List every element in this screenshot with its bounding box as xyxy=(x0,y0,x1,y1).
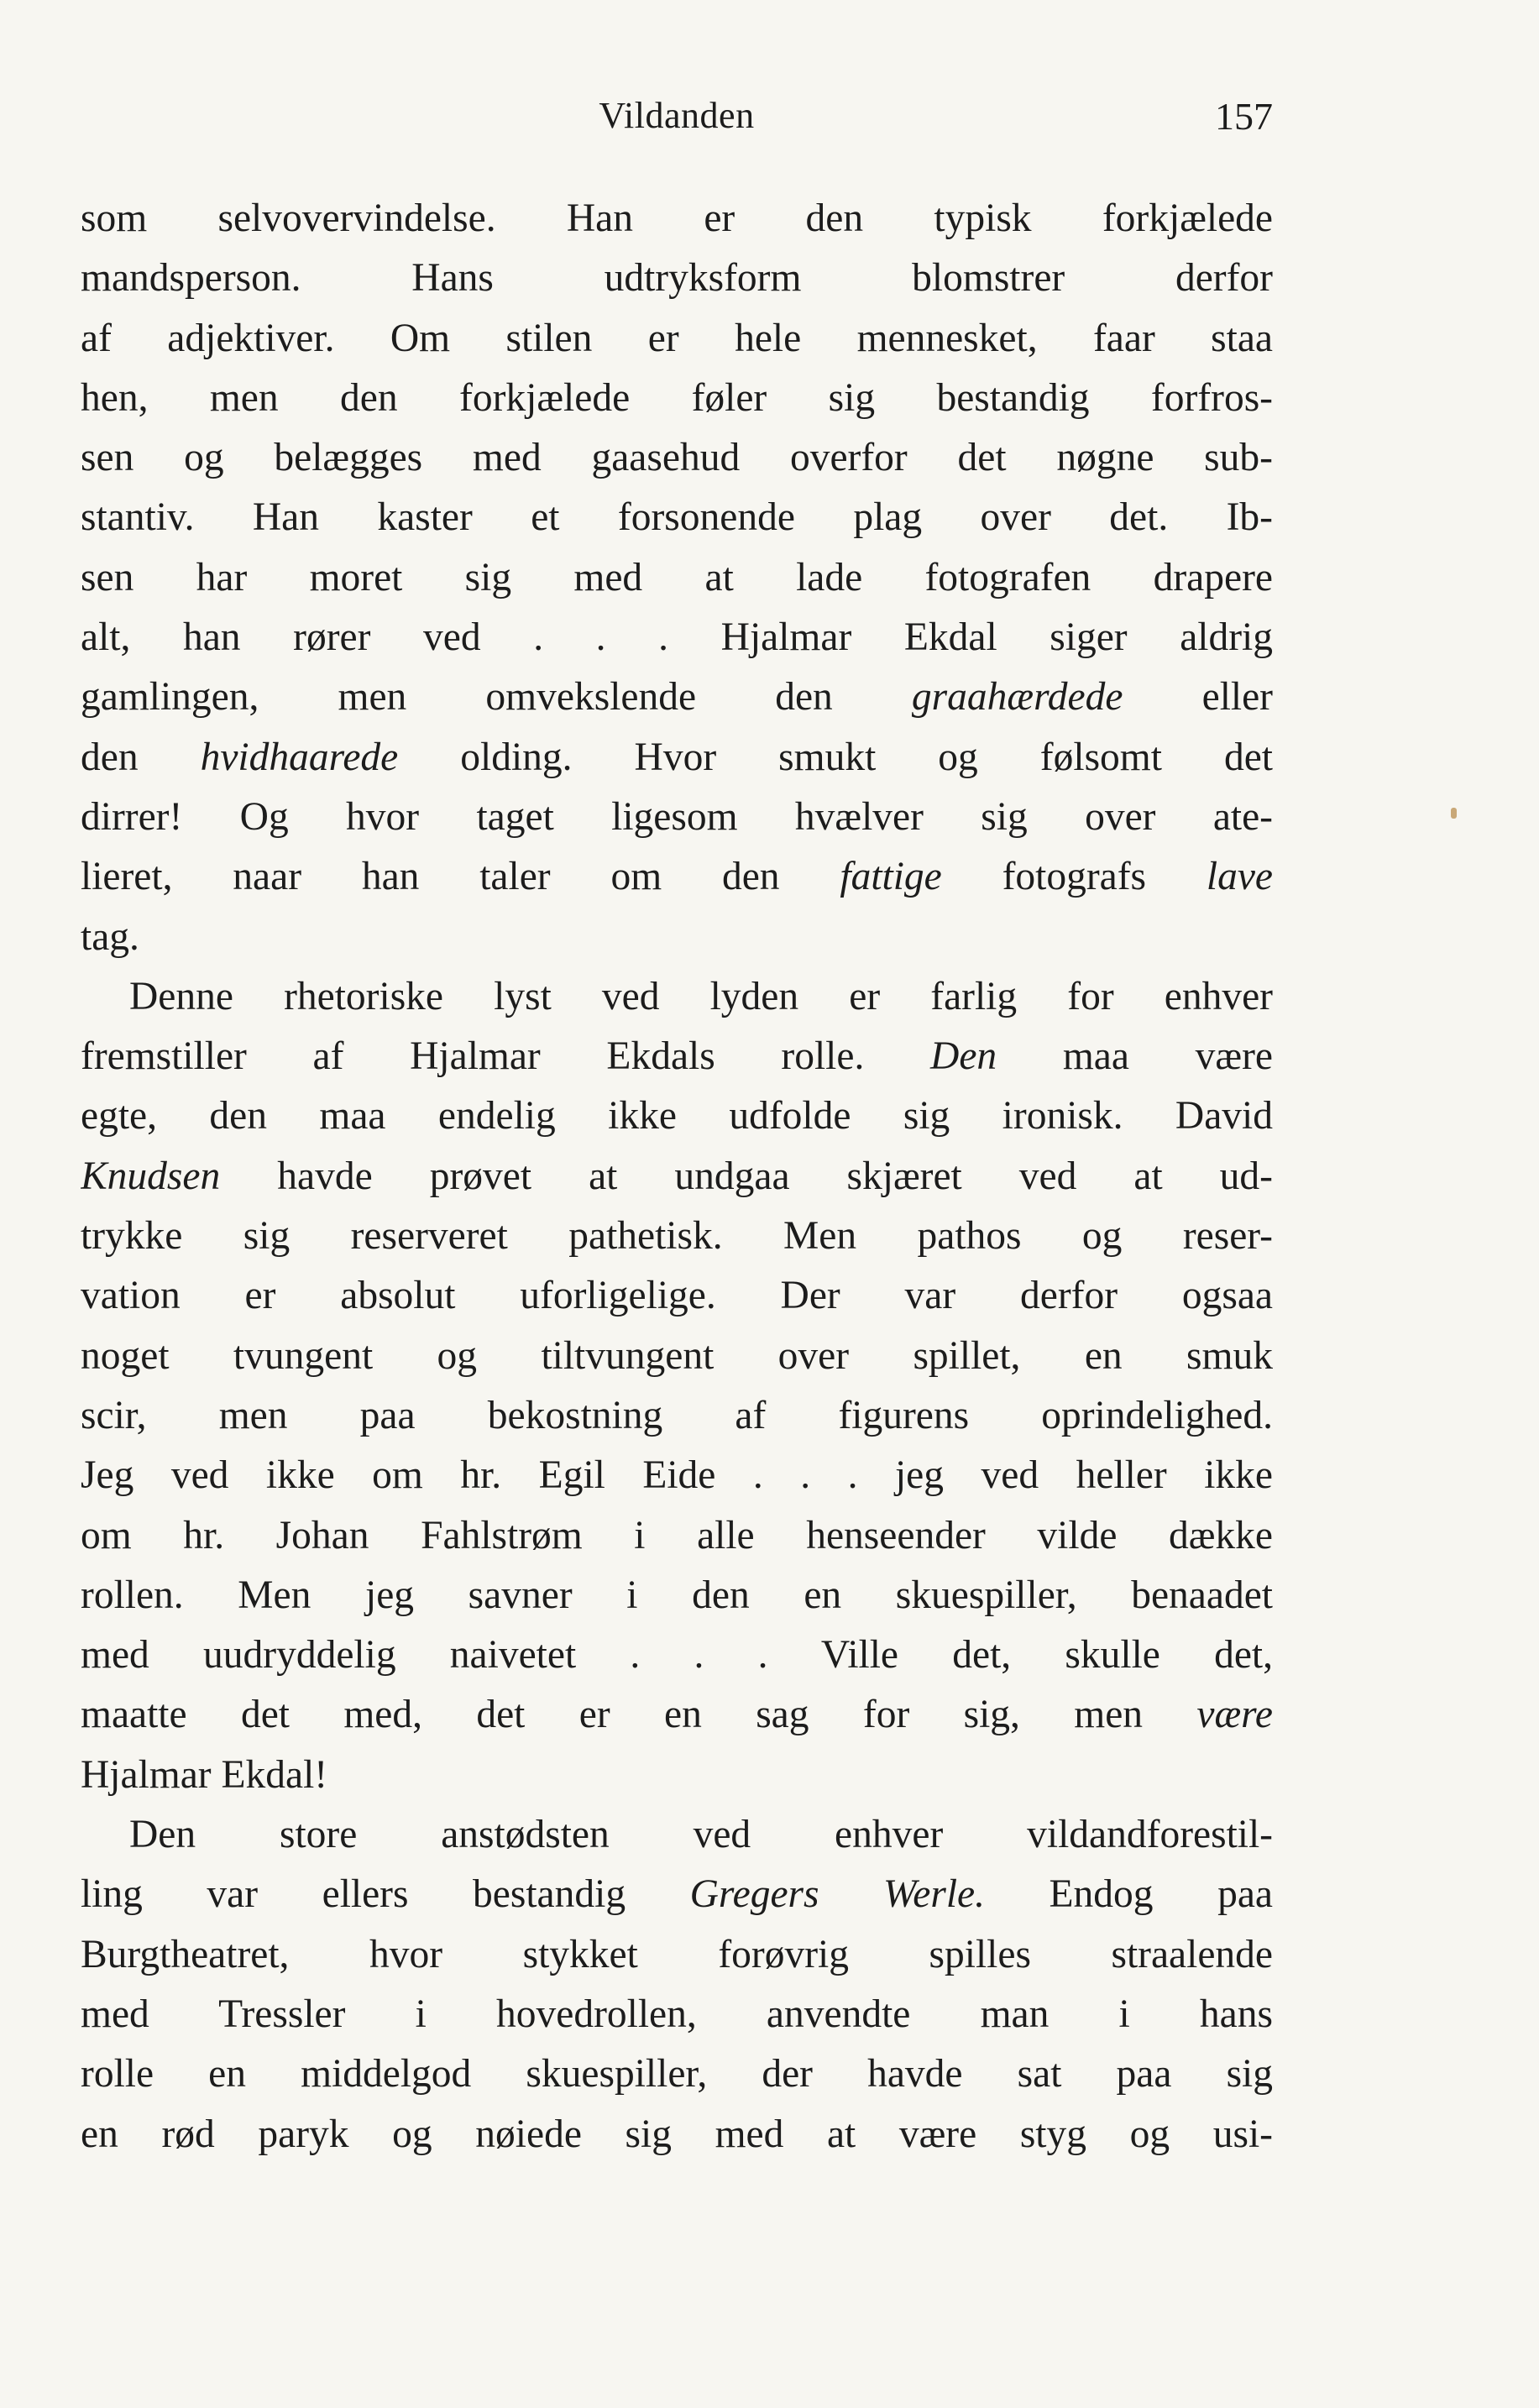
text-line xyxy=(81,908,1273,967)
text-segment: alt, han rører ved . . . Hjalmar Ekdal siger aldrig xyxy=(81,615,1273,660)
text-line xyxy=(81,428,1273,488)
text-segment: Burgtheatret, hvor stykket forøvrig spilles straalende xyxy=(81,1932,1273,1976)
text-segment: ling var ellers bestandig xyxy=(81,1872,690,1917)
text-line xyxy=(81,249,1273,308)
text-line xyxy=(81,1985,1273,2044)
text-segment: Hjalmar Ekdal! xyxy=(81,1752,328,1797)
text-line xyxy=(81,1625,1273,1685)
text-segment: maa være xyxy=(997,1034,1273,1079)
italic-text: fattige xyxy=(840,855,942,899)
margin-mark xyxy=(1451,808,1457,819)
italic-text: Knudsen xyxy=(81,1154,221,1198)
text-segment: Denne rhetoriske lyst ved lyden er farlig for enhver xyxy=(129,974,1273,1018)
text-segment: med Tressler i hovedrollen, anvendte man i hans xyxy=(81,1992,1273,2036)
text-segment: tag. xyxy=(81,914,139,959)
text-segment: hen, men den forkjælede føler sig bestandig forfros- xyxy=(81,375,1273,420)
italic-text: lave xyxy=(1206,855,1273,899)
text-segment: stantiv. Han kaster et forsonende plag over det. Ib- xyxy=(81,495,1273,540)
text-segment: fremstiller af Hjalmar Ekdals rolle. xyxy=(81,1034,931,1079)
text-segment: dirrer! Og hvor taget ligesom hvælver sig over ate- xyxy=(81,794,1273,839)
text-segment: havde prøvet at undgaa skjæret ved at ud- xyxy=(220,1154,1273,1198)
text-segment: sen og belægges med gaasehud overfor det nøgne sub- xyxy=(81,436,1273,480)
text-segment: noget tvungent og tiltvungent over spillet, en smuk xyxy=(81,1333,1273,1378)
italic-text: graahærdede xyxy=(911,675,1123,720)
text-line xyxy=(81,1207,1273,1266)
text-line xyxy=(81,1506,1273,1566)
text-segment: af adjektiver. Om stilen er hele mennesket, faar staa xyxy=(81,316,1273,360)
text-line xyxy=(81,1147,1273,1207)
text-segment: egte, den maa endelig ikke udfolde sig ironisk. David xyxy=(81,1094,1273,1139)
text-segment: om hr. Johan Fahlstrøm i alle henseender vilde dække xyxy=(81,1513,1273,1557)
text-line xyxy=(81,1266,1273,1326)
text-segment: med uudryddelig naivetet . . . Ville det, skulle det, xyxy=(81,1633,1273,1678)
text-segment: lieret, naar han taler om den xyxy=(81,855,840,899)
page-number: 157 xyxy=(1215,95,1273,138)
text-line xyxy=(81,788,1273,847)
text-segment: fotografs xyxy=(941,855,1207,899)
text-segment: som selvovervindelse. Han er den typisk forkjælede xyxy=(81,196,1273,240)
italic-text: Den xyxy=(930,1034,997,1079)
text-segment: olding. Hvor smukt og følsomt det xyxy=(398,735,1273,779)
text-line xyxy=(81,1386,1273,1446)
text-segment: den xyxy=(81,735,201,779)
text-segment: maatte det med, det er en sag for sig, men xyxy=(81,1693,1197,1737)
text-segment: Den store anstødsten ved enhver vildandforestil- xyxy=(129,1813,1273,1857)
text-line xyxy=(81,1925,1273,1985)
text-segment: Endog paa xyxy=(985,1872,1273,1917)
text-line xyxy=(81,847,1273,907)
text-line xyxy=(81,1086,1273,1146)
text-segment: scir, men paa bekostning af figurens oprindelighed. xyxy=(81,1393,1273,1437)
text-line xyxy=(81,608,1273,667)
text-segment: rolle en middelgod skuespiller, der havde sat paa sig xyxy=(81,2052,1273,2097)
text-line xyxy=(81,1566,1273,1625)
running-head xyxy=(81,94,1273,144)
text-line xyxy=(81,1446,1273,1505)
text-segment: mandsperson. Hans udtryksform blomstrer derfor xyxy=(81,256,1273,301)
text-line xyxy=(81,2044,1273,2104)
body-text xyxy=(81,189,1273,2165)
text-segment: trykke sig reserveret pathetisk. Men pathos og reser- xyxy=(81,1214,1273,1259)
italic-text: hvidhaarede xyxy=(200,735,399,779)
text-line xyxy=(81,1865,1273,1924)
text-line xyxy=(81,1685,1273,1745)
text-line xyxy=(81,189,1273,249)
text-segment: Jeg ved ikke om hr. Egil Eide . . . jeg ved heller ikke xyxy=(81,1453,1273,1498)
text-line xyxy=(81,1805,1273,1865)
text-line xyxy=(81,2105,1273,2165)
italic-text: Gregers Werle. xyxy=(689,1872,985,1917)
text-segment: sen har moret sig med at lade fotografen drapere xyxy=(81,555,1273,599)
text-segment: eller xyxy=(1123,675,1273,720)
text-segment: vation er absolut uforligelige. Der var derfor ogsaa xyxy=(81,1274,1273,1318)
text-line xyxy=(81,728,1273,788)
text-line xyxy=(81,667,1273,727)
italic-text: være xyxy=(1196,1693,1273,1737)
text-line xyxy=(81,369,1273,428)
text-line xyxy=(81,309,1273,369)
running-title: Vildanden xyxy=(599,95,755,136)
text-line xyxy=(81,488,1273,547)
text-line xyxy=(81,1746,1273,1805)
text-segment: rollen. Men jeg savner i den en skuespiller, benaadet xyxy=(81,1573,1273,1617)
text-line xyxy=(81,1327,1273,1386)
text-line xyxy=(81,967,1273,1027)
text-line xyxy=(81,1027,1273,1086)
text-segment: en rød paryk og nøiede sig med at være styg og usi- xyxy=(81,2112,1273,2156)
text-line xyxy=(81,548,1273,608)
text-segment: gamlingen, men omvekslende den xyxy=(81,675,912,720)
